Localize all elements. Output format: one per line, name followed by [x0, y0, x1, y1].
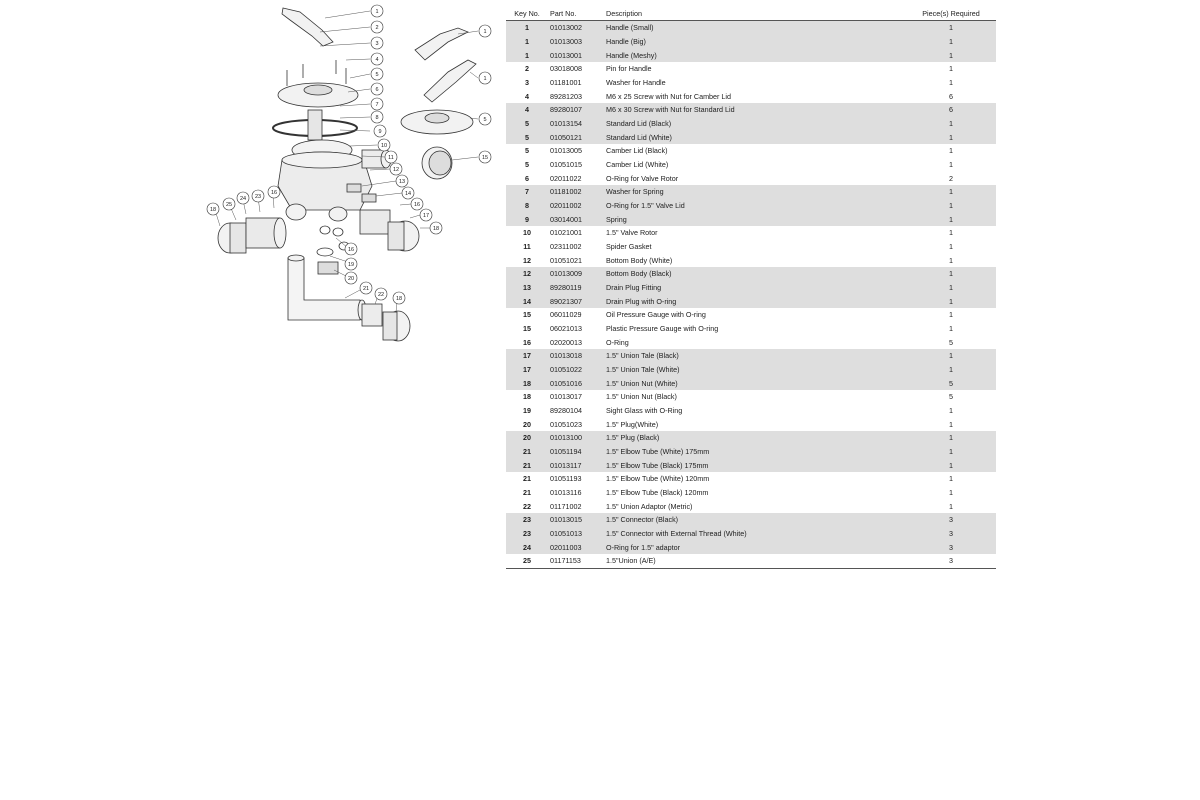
- cell-part-no: 01171153: [548, 554, 602, 568]
- cell-key-no: 5: [525, 159, 529, 169]
- cell-description: Washer for Handle: [606, 77, 666, 87]
- cell-pieces-required: 1: [906, 349, 996, 363]
- cell-part-no: 89280119: [548, 281, 602, 295]
- table-row: [506, 21, 996, 35]
- cell-key-no: 20: [506, 431, 548, 445]
- table-row: [506, 554, 996, 568]
- cell-description: Plastic Pressure Gauge with O-ring: [606, 324, 719, 334]
- cell-pieces-required: 1: [949, 255, 953, 265]
- cell-description: 1.5" Elbow Tube (White) 175mm: [602, 445, 906, 459]
- table-row: [506, 253, 996, 267]
- callout-label: 11: [388, 155, 394, 161]
- cell-part-no: 03014001: [548, 212, 602, 226]
- cell-pieces-required: 3: [906, 554, 996, 568]
- cell-key-no: 12: [523, 255, 531, 265]
- cell-key-no: 7: [506, 185, 548, 199]
- table-row: [506, 117, 996, 131]
- parts-table-body: [506, 21, 996, 569]
- cell-pieces-required: 1: [949, 419, 953, 429]
- cell-part-no: 01051015: [550, 159, 582, 169]
- cell-pieces-required: 1: [906, 48, 996, 62]
- cell-part-no: 01051013: [548, 527, 602, 541]
- callout-label: 18: [395, 296, 403, 302]
- cell-description: Standard Lid (White): [602, 130, 906, 144]
- header-part-no: Part No.: [548, 8, 602, 21]
- cell-description: 1.5" Union Nut (Black): [606, 392, 677, 402]
- cell-key-no: 15: [523, 324, 531, 334]
- callout-label: 8: [375, 115, 379, 121]
- cell-pieces-required: 1: [949, 64, 953, 74]
- callout-label: 18: [432, 226, 440, 232]
- cell-pieces-required: 3: [906, 513, 996, 527]
- cell-part-no: 01013009: [548, 267, 602, 281]
- cell-part-no: 01021001: [550, 228, 582, 238]
- cell-key-no: 21: [506, 459, 548, 473]
- cell-key-no: 5: [525, 146, 529, 156]
- cell-pieces-required: 1: [949, 77, 953, 87]
- cell-description: 1.5" Elbow Tube (Black) 120mm: [606, 488, 709, 498]
- cell-part-no: 01013117: [548, 459, 602, 473]
- callout-label: 5: [375, 72, 379, 78]
- cell-key-no: 16: [523, 337, 531, 347]
- table-row: [506, 500, 996, 514]
- cell-description: Drain Plug Fitting: [602, 281, 906, 295]
- cell-description: Sight Glass with O-Ring: [606, 406, 683, 416]
- callout-label: 3: [375, 41, 379, 47]
- cell-pieces-required: 1: [949, 159, 953, 169]
- cell-key-no: 15: [523, 310, 531, 320]
- cell-key-no: 14: [506, 294, 548, 308]
- cell-pieces-required: 1: [906, 35, 996, 49]
- cell-description: Standard Lid (Black): [602, 117, 906, 131]
- callout-label: 25: [225, 202, 233, 208]
- cell-part-no: 01051021: [550, 255, 582, 265]
- table-row: [506, 513, 996, 527]
- cell-description: Bottom Body (White): [606, 255, 673, 265]
- cell-part-no: 03018008: [550, 64, 582, 74]
- cell-key-no: 18: [506, 376, 548, 390]
- cell-description: 1.5" Elbow Tube (White) 120mm: [606, 474, 710, 484]
- callout-label: 1: [375, 9, 379, 15]
- table-row: [506, 281, 996, 295]
- cell-description: M6 x 30 Screw with Nut for Standard Lid: [602, 103, 906, 117]
- cell-part-no: 01013002: [548, 21, 602, 35]
- cell-part-no: 06021013: [550, 324, 582, 334]
- callout-label: 23: [254, 194, 262, 200]
- table-row: [506, 445, 996, 459]
- callout-label: 17: [422, 213, 430, 219]
- cell-key-no: 4: [506, 103, 548, 117]
- table-row: [506, 459, 996, 473]
- cell-part-no: 01013018: [548, 349, 602, 363]
- cell-pieces-required: 1: [949, 241, 953, 251]
- callout-label: 20: [347, 276, 355, 282]
- table-row: [506, 417, 996, 431]
- callout-label: 16: [413, 202, 421, 208]
- table-row: [506, 130, 996, 144]
- cell-description: Drain Plug with O-ring: [602, 294, 906, 308]
- table-row: [506, 390, 996, 404]
- cell-pieces-required: 1: [949, 488, 953, 498]
- callout-label: 16: [270, 190, 278, 196]
- cell-part-no: 01013017: [550, 392, 582, 402]
- table-row: [506, 363, 996, 377]
- cell-pieces-required: 3: [906, 527, 996, 541]
- cell-key-no: 5: [506, 117, 548, 131]
- callout-label: 22: [377, 292, 385, 298]
- table-header-row: [506, 8, 996, 21]
- header-description: Description: [602, 8, 906, 21]
- cell-pieces-required: 5: [906, 376, 996, 390]
- table-row: [506, 541, 996, 555]
- cell-pieces-required: 1: [906, 281, 996, 295]
- cell-description: Camber Lid (White): [606, 159, 669, 169]
- cell-key-no: 21: [523, 488, 531, 498]
- cell-pieces-required: 1: [906, 445, 996, 459]
- cell-description: Handle (Big): [602, 35, 906, 49]
- table-row: [506, 48, 996, 62]
- cell-part-no: 01181002: [548, 185, 602, 199]
- cell-key-no: 23: [506, 513, 548, 527]
- cell-key-no: 9: [506, 212, 548, 226]
- cell-description: 1.5" Plug(White): [606, 419, 659, 429]
- cell-pieces-required: 2: [949, 173, 953, 183]
- cell-pieces-required: 1: [906, 459, 996, 473]
- cell-part-no: 01171002: [550, 501, 582, 511]
- cell-pieces-required: 1: [906, 130, 996, 144]
- cell-part-no: 01013116: [550, 488, 582, 498]
- cell-part-no: 89280107: [548, 103, 602, 117]
- table-row: [506, 226, 996, 240]
- cell-pieces-required: 5: [949, 337, 953, 347]
- callout-label: 15: [481, 155, 489, 161]
- cell-key-no: 10: [523, 228, 531, 238]
- cell-pieces-required: 1: [906, 21, 996, 35]
- table-row: [506, 431, 996, 445]
- cell-part-no: 01050121: [548, 130, 602, 144]
- cell-description: Spring: [602, 212, 906, 226]
- cell-description: 1.5" Plug (Black): [602, 431, 906, 445]
- table-row: [506, 486, 996, 500]
- callout-label: 21: [362, 286, 370, 292]
- table-row: [506, 267, 996, 281]
- cell-description: Handle (Meshy): [602, 48, 906, 62]
- cell-description: Washer for Spring: [602, 185, 906, 199]
- exploded-valve-diagram: [200, 0, 505, 350]
- table-row: [506, 185, 996, 199]
- cell-key-no: 17: [506, 363, 548, 377]
- cell-key-no: 2: [525, 64, 529, 74]
- table-row: [506, 335, 996, 349]
- cell-pieces-required: 5: [949, 392, 953, 402]
- cell-part-no: 02011003: [548, 541, 602, 555]
- callout-label: 18: [209, 207, 217, 213]
- cell-key-no: 8: [506, 199, 548, 213]
- cell-part-no: 01013100: [548, 431, 602, 445]
- cell-key-no: 21: [506, 445, 548, 459]
- cell-key-no: 4: [525, 91, 529, 101]
- cell-pieces-required: 6: [906, 103, 996, 117]
- cell-key-no: 5: [506, 130, 548, 144]
- cell-part-no: 01013001: [548, 48, 602, 62]
- cell-description: O-Ring for 1.5" adaptor: [602, 541, 906, 555]
- cell-part-no: 06011029: [550, 310, 582, 320]
- cell-description: 1.5" Valve Rotor: [606, 228, 658, 238]
- cell-part-no: 01013003: [548, 35, 602, 49]
- table-row: [506, 89, 996, 103]
- table-row: [506, 171, 996, 185]
- cell-description: O-Ring for Valve Rotor: [606, 173, 679, 183]
- table-row: [506, 199, 996, 213]
- cell-pieces-required: 1: [949, 501, 953, 511]
- callout-label: 9: [378, 129, 382, 135]
- cell-description: Handle (Small): [602, 21, 906, 35]
- cell-part-no: 02311002: [550, 241, 582, 251]
- table-row: [506, 308, 996, 322]
- cell-description: Camber Lid (Black): [606, 146, 668, 156]
- callout-label: 24: [239, 196, 247, 202]
- cell-key-no: 19: [523, 406, 531, 416]
- cell-key-no: 12: [506, 267, 548, 281]
- table-row: [506, 294, 996, 308]
- cell-pieces-required: 1: [949, 146, 953, 156]
- cell-pieces-required: 1: [949, 474, 953, 484]
- cell-key-no: 1: [506, 48, 548, 62]
- cell-description: O-Ring: [606, 337, 629, 347]
- cell-pieces-required: 1: [906, 431, 996, 445]
- table-row: [506, 376, 996, 390]
- cell-part-no: 89280104: [550, 406, 582, 416]
- table-row: [506, 158, 996, 172]
- cell-description: 1.5" Union Nut (White): [602, 376, 906, 390]
- cell-key-no: 21: [523, 474, 531, 484]
- table-row: [506, 76, 996, 90]
- callout-label: 19: [347, 262, 355, 268]
- cell-key-no: 22: [523, 501, 531, 511]
- callout-label: 2: [375, 25, 379, 31]
- cell-key-no: 1: [506, 21, 548, 35]
- table-row: [506, 322, 996, 336]
- callout-label: 1: [483, 29, 487, 35]
- callout-label: 12: [392, 167, 400, 173]
- cell-description: O-Ring for 1.5" Valve Lid: [602, 199, 906, 213]
- cell-part-no: 01051023: [550, 419, 582, 429]
- cell-pieces-required: 1: [906, 267, 996, 281]
- cell-part-no: 01181001: [550, 77, 582, 87]
- cell-part-no: 89021307: [548, 294, 602, 308]
- cell-key-no: 6: [525, 173, 529, 183]
- callout-label: 5: [483, 117, 487, 123]
- callout-label: 4: [375, 57, 379, 63]
- cell-part-no: 01051193: [550, 474, 582, 484]
- cell-key-no: 18: [523, 392, 531, 402]
- table-row: [506, 349, 996, 363]
- cell-key-no: 20: [523, 419, 531, 429]
- table-row: [506, 212, 996, 226]
- cell-description: 1.5"Union (A/E): [602, 554, 906, 568]
- header-key-no: Key No.: [506, 8, 548, 21]
- cell-pieces-required: 1: [949, 406, 953, 416]
- table-row: [506, 35, 996, 49]
- cell-description: 1.5" Connector with External Thread (White): [602, 527, 906, 541]
- cell-description: Bottom Body (Black): [602, 267, 906, 281]
- cell-part-no: 01051016: [548, 376, 602, 390]
- callout-label: 1: [483, 76, 487, 82]
- cell-description: Oil Pressure Gauge with O-ring: [606, 310, 706, 320]
- callout-label: 6: [375, 87, 379, 93]
- cell-pieces-required: 1: [906, 117, 996, 131]
- callout-label: 14: [404, 191, 412, 197]
- handle-small-part: [282, 8, 333, 46]
- cell-part-no: 01013154: [548, 117, 602, 131]
- callout-label: 16: [347, 247, 355, 253]
- cell-key-no: 3: [525, 77, 529, 87]
- cell-pieces-required: 1: [949, 324, 953, 334]
- cell-description: 1.5" Connector (Black): [602, 513, 906, 527]
- table-row: [506, 62, 996, 76]
- cell-key-no: 1: [506, 35, 548, 49]
- table-row: [506, 144, 996, 158]
- cell-description: 1.5" Union Tale (White): [602, 363, 906, 377]
- handle-meshy-part: [424, 60, 476, 102]
- cell-pieces-required: 1: [906, 212, 996, 226]
- table-row: [506, 240, 996, 254]
- table-row: [506, 103, 996, 117]
- cell-pieces-required: 6: [949, 91, 953, 101]
- cell-key-no: 11: [523, 241, 531, 251]
- cell-part-no: 89281203: [550, 91, 582, 101]
- cell-description: 1.5" Union Adaptor (Metric): [606, 501, 693, 511]
- cell-description: 1.5" Union Tale (Black): [602, 349, 906, 363]
- cell-pieces-required: 1: [906, 294, 996, 308]
- cell-key-no: 23: [506, 527, 548, 541]
- cell-description: Spider Gasket: [606, 241, 652, 251]
- parts-list-table: [506, 8, 996, 569]
- cell-key-no: 17: [506, 349, 548, 363]
- cell-part-no: 02011002: [548, 199, 602, 213]
- cell-description: 1.5" Elbow Tube (Black) 175mm: [602, 459, 906, 473]
- cell-part-no: 01013005: [550, 146, 582, 156]
- cell-description: M6 x 25 Screw with Nut for Camber Lid: [606, 91, 732, 101]
- header-pieces-required: Piece(s) Required: [906, 8, 996, 21]
- cell-pieces-required: 3: [906, 541, 996, 555]
- cell-description: Pin for Handle: [606, 64, 652, 74]
- callout-label: 10: [380, 143, 388, 149]
- cell-part-no: 01051022: [548, 363, 602, 377]
- cell-pieces-required: 1: [906, 363, 996, 377]
- cell-key-no: 25: [506, 554, 548, 568]
- cell-part-no: 01013015: [548, 513, 602, 527]
- cell-key-no: 24: [506, 541, 548, 555]
- cell-part-no: 01051194: [548, 445, 602, 459]
- table-row: [506, 527, 996, 541]
- cell-key-no: 13: [506, 281, 548, 295]
- cell-pieces-required: 1: [949, 228, 953, 238]
- cell-pieces-required: 1: [906, 185, 996, 199]
- table-row: [506, 404, 996, 418]
- cell-pieces-required: 1: [949, 310, 953, 320]
- cell-pieces-required: 1: [906, 199, 996, 213]
- callout-label: 13: [398, 179, 406, 185]
- cell-part-no: 02020013: [550, 337, 582, 347]
- table-row: [506, 472, 996, 486]
- callout-label: 7: [375, 102, 379, 108]
- cell-part-no: 02011022: [550, 173, 582, 183]
- handle-big-part: [415, 28, 468, 60]
